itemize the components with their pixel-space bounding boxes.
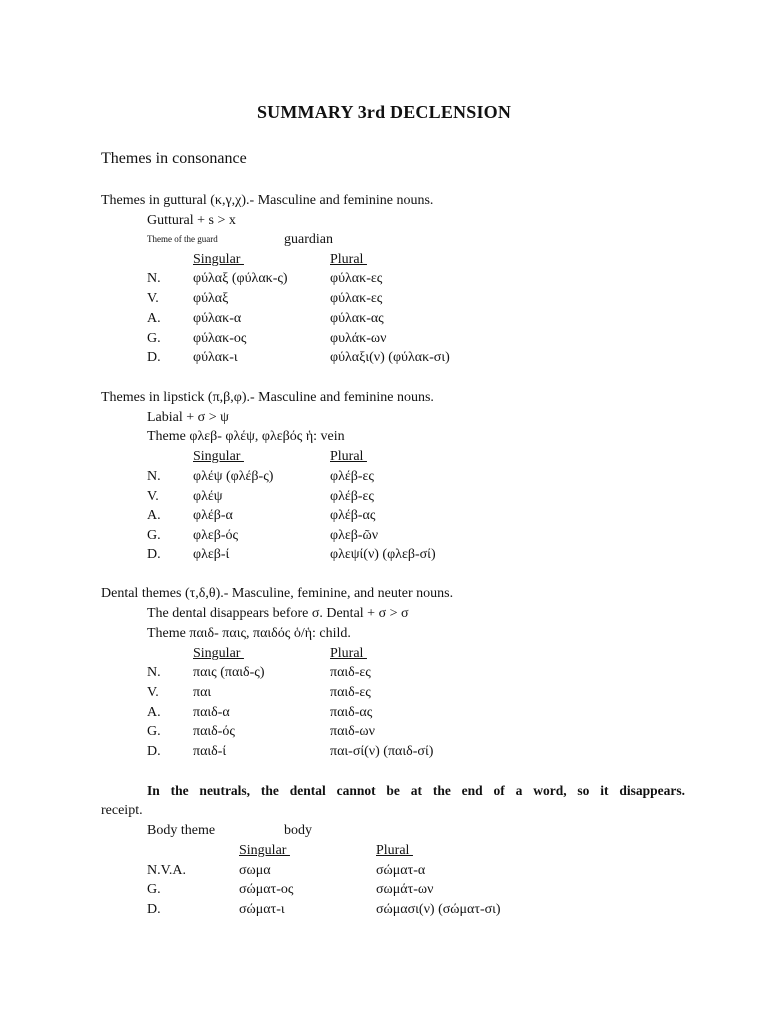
labial-plural-form: φλέβ-ας [330, 508, 376, 523]
labial-singular-form: φλέψ (φλέβ-ς) [193, 469, 274, 484]
labial-case-label: N. [147, 469, 161, 484]
neuter-singular-form: σώματ-ι [239, 902, 285, 917]
labial-theme: Theme φλεβ- φλέψ, φλεβός ἡ: vein [147, 429, 345, 444]
guttural-plural-header: Plural [330, 252, 367, 267]
guttural-singular-form: φύλακ-ος [193, 331, 247, 346]
guttural-singular-header: Singular [193, 252, 244, 267]
dental-plural-form: παιδ-ων [330, 724, 375, 739]
labial-case-label: V. [147, 489, 159, 504]
dental-plural-header: Plural [330, 646, 367, 661]
neuter-singular-form: σώματ-ος [239, 882, 294, 897]
dental-case-label: G. [147, 724, 161, 739]
labial-plural-header: Plural [330, 449, 367, 464]
dental-plural-form: παιδ-ες [330, 685, 371, 700]
guttural-plural-form: φυλάκ-ων [330, 331, 387, 346]
neuter-note-continued: receipt. [101, 803, 143, 818]
neuter-case-label: G. [147, 882, 161, 897]
dental-singular-form: παις (παιδ-ς) [193, 665, 265, 680]
guttural-case-label: G. [147, 331, 161, 346]
labial-case-label: D. [147, 547, 161, 562]
labial-singular-header: Singular [193, 449, 244, 464]
neuter-plural-form: σώμασι(ν) (σώματ-σι) [376, 902, 501, 917]
dental-heading: Dental themes (τ,δ,θ).- Masculine, feminine, and neuter nouns. [101, 586, 454, 601]
dental-singular-form: παιδ-ός [193, 724, 235, 739]
page-title: SUMMARY 3rd DECLENSION [256, 102, 512, 122]
guttural-heading: Themes in guttural (κ,γ,χ).- Masculine and feminine nouns. [101, 193, 434, 208]
neuter-note: In the neutrals, the dental cannot be at the end of a word, so it disappears. [147, 783, 685, 798]
labial-case-label: G. [147, 528, 161, 543]
dental-case-label: A. [147, 705, 161, 720]
dental-plural-form: παι-σί(ν) (παιδ-σί) [330, 744, 434, 759]
neuter-case-label: N.V.A. [147, 863, 187, 878]
dental-singular-header: Singular [193, 646, 244, 661]
section-subtitle: Themes in consonance [101, 150, 247, 167]
dental-plural-form: παιδ-ας [330, 705, 373, 720]
dental-plural-form: παιδ-ες [330, 665, 371, 680]
labial-singular-form: φλέψ [193, 489, 223, 504]
neuter-plural-form: σώματ-α [376, 863, 426, 878]
dental-rule: The dental disappears before σ. Dental + σ > σ [147, 606, 409, 621]
neuter-theme-label: Body theme [147, 823, 216, 838]
labial-singular-form: φλεβ-ί [193, 547, 230, 562]
neuter-plural-header: Plural [376, 843, 413, 858]
dental-case-label: N. [147, 665, 161, 680]
guttural-singular-form: φύλακ-ι [193, 350, 238, 365]
guttural-plural-form: φύλακ-ας [330, 311, 384, 326]
guttural-plural-form: φύλακ-ες [330, 291, 383, 306]
guttural-case-label: D. [147, 350, 161, 365]
guttural-case-label: N. [147, 271, 161, 286]
dental-singular-form: παιδ-ί [193, 744, 227, 759]
labial-singular-form: φλεβ-ός [193, 528, 239, 543]
neuter-plural-form: σωμάτ-ων [376, 882, 434, 897]
labial-heading: Themes in lipstick (π,β,φ).- Masculine and feminine nouns. [101, 390, 434, 405]
neuter-singular-header: Singular [239, 843, 290, 858]
guttural-singular-form: φύλαξ [193, 291, 229, 306]
guttural-singular-form: φύλαξ (φύλακ-ς) [193, 271, 288, 286]
guttural-theme-label: Theme of the guard [147, 234, 218, 244]
guttural-singular-form: φύλακ-α [193, 311, 242, 326]
guttural-plural-form: φύλακ-ες [330, 271, 383, 286]
guttural-case-label: A. [147, 311, 161, 326]
labial-singular-form: φλέβ-α [193, 508, 233, 523]
guttural-theme-meaning: guardian [284, 232, 333, 247]
dental-singular-form: παι [193, 685, 212, 700]
guttural-case-label: V. [147, 291, 159, 306]
guttural-rule: Guttural + s > x [147, 213, 236, 228]
neuter-case-label: D. [147, 902, 161, 917]
guttural-plural-form: φύλαξι(ν) (φύλακ-σι) [330, 350, 450, 365]
labial-plural-form: φλέβ-ες [330, 489, 374, 504]
dental-case-label: D. [147, 744, 161, 759]
labial-plural-form: φλεβ-ῶν [330, 528, 379, 543]
dental-theme: Theme παιδ- παις, παιδός ὁ/ἡ: child. [147, 626, 351, 641]
labial-case-label: A. [147, 508, 161, 523]
labial-plural-form: φλέβ-ες [330, 469, 374, 484]
neuter-singular-form: σωμα [239, 863, 271, 878]
labial-rule: Labial + σ > ψ [147, 410, 229, 425]
labial-plural-form: φλεψί(ν) (φλεβ-σί) [330, 547, 436, 562]
neuter-theme-meaning: body [284, 823, 312, 838]
dental-case-label: V. [147, 685, 159, 700]
dental-singular-form: παιδ-α [193, 705, 230, 720]
